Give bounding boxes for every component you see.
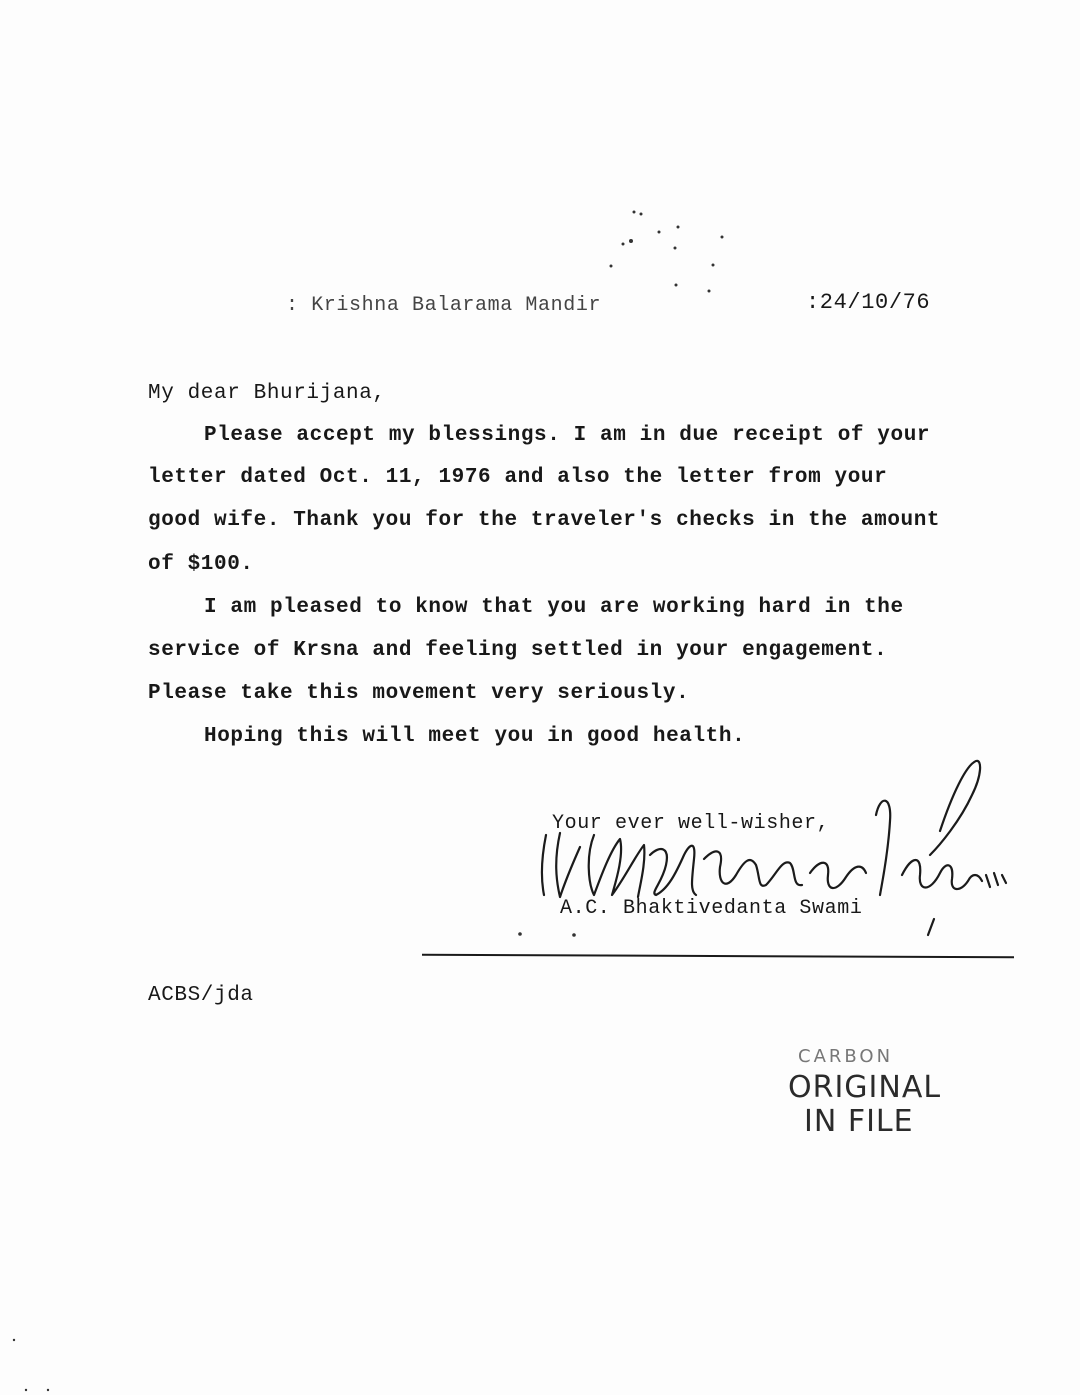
signer-name: A.C. Bhaktivedanta Swami [560,897,863,920]
body-line: service of Krsna and feeling settled in your engagement. [148,639,888,662]
body-line: of $100. [148,553,254,576]
salutation: My dear Bhurijana, [148,382,386,405]
reference-initials: ACBS/jda [148,984,254,1007]
body-line: Hoping this will meet you in good health. [204,725,746,748]
body-line: Please take this movement very seriously. [148,682,690,705]
body-line: I am pleased to know that you are working hard in the [204,596,904,619]
body-line: Please accept my blessings. I am in due receipt of your [204,424,931,447]
handwritten-signature [520,755,1020,955]
stamp-in-file: IN FILE [804,1104,914,1139]
letter-date: :24/10/76 [806,290,931,315]
stamp-original: ORIGINAL [788,1070,942,1105]
body-line: good wife. Thank you for the traveler's checks in the amount [148,509,941,532]
place-line: : Krishna Balarama Mandir [286,294,602,317]
stamp-carbon: CARBON [798,1046,894,1067]
body-line: letter dated Oct. 11, 1976 and also the letter from your [148,466,888,489]
closing: Your ever well-wisher, [552,812,830,835]
